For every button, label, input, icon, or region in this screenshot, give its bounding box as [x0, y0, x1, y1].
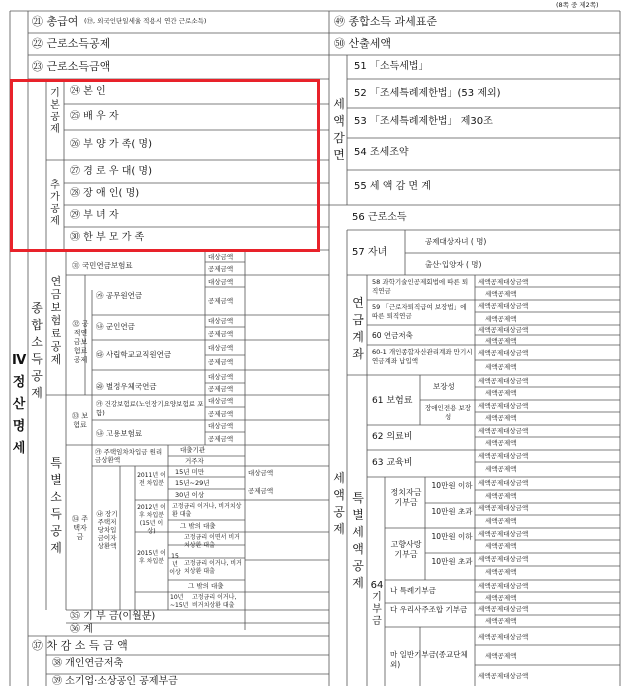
fixed-or-nonholding-2015: 고정금리 이거나, 비거치상환 대출	[184, 560, 242, 575]
deduct-amount-label: 공제금액	[208, 435, 234, 443]
deduct-amount-label: 공제금액	[248, 487, 274, 495]
term-15-29: 15년~29년	[175, 479, 210, 487]
credit-target-label: 세액공제대상금액	[478, 452, 529, 460]
credit-target-label: 세액공제대상금액	[478, 302, 529, 310]
row-49-tax-base: ㊾ 종합소득 과세표준	[334, 15, 438, 28]
row-55-tax-reduction-total: 55 세 액 감 면 계	[354, 181, 431, 192]
credit-target-label: 세액공제대상금액	[478, 326, 529, 334]
coverage-insurance: 보장성	[433, 382, 455, 391]
special-tax-credit-group: 특별세액공제	[352, 491, 364, 590]
credit-target-label: 세액공제대상금액	[478, 672, 529, 680]
term-10-15: 10년 ~15년	[170, 594, 189, 609]
row-28-disabled: ㉘ 장 애 인( 명)	[70, 188, 140, 199]
pension-post-office: ㉱ 별정우체국연금	[96, 382, 157, 391]
row-60-pension-savings: 60 연금저축	[372, 331, 413, 340]
target-amount-label: 대상금액	[208, 278, 234, 286]
political-donations: 정치자금기부금	[390, 488, 422, 507]
page-reference: (8쪽 중 제2쪽)	[556, 1, 599, 9]
composite-income-deduction-group: 종합소득공제	[31, 301, 43, 400]
credit-amount-label: 세액공제액	[485, 568, 517, 576]
row-34-housing-funds: ㉞ 주택자금	[72, 515, 88, 541]
section-title-settlement: Ⅳ 정 산 명 세	[12, 353, 27, 456]
credit-amount-label: 세액공제액	[485, 315, 517, 323]
deduct-amount-label: 공제금액	[208, 265, 234, 273]
pension-military: ㉯ 군인연금	[96, 322, 135, 331]
fixed-or-nonholding-2012: 고정금리 이거나, 비거치상환 대출	[172, 503, 242, 518]
pension-private-school: ㉰ 사립학교교직원연금	[96, 350, 172, 359]
credit-target-label: 세액공제대상금액	[478, 427, 529, 435]
credit-amount-label: 세액공제액	[485, 542, 517, 550]
pension-premium-group: 연금보험료공제	[50, 275, 62, 366]
hometown-under-100k: 10만원 이하	[431, 532, 473, 541]
deduct-amount-label: 공제금액	[208, 358, 234, 366]
credit-amount-label: 세액공제액	[485, 652, 517, 660]
target-amount-label: 대상금액	[208, 344, 234, 352]
credit-target-label: 세액공제대상금액	[478, 402, 529, 410]
row-38-personal-pension: ㊳ 개인연금저축	[52, 658, 124, 669]
row-57-children: 57 자녀	[352, 247, 388, 258]
credit-target-label: 세액공제대상금액	[478, 504, 529, 512]
credit-amount-label: 세액공제액	[485, 492, 517, 500]
deduct-amount-label: 공제금액	[208, 385, 234, 393]
target-amount-label: 대상금액	[208, 397, 234, 405]
target-amount-label: 대상금액	[208, 373, 234, 381]
row-23-earned-income-amount: ㉓ 근로소득금액	[32, 60, 111, 73]
row-60-1-isa-transfer: 60-1 개인종합자산관리계좌 만기시 연금계좌 납입액	[372, 348, 473, 365]
row-54-tax-treaty: 54 조세조약	[354, 147, 409, 158]
row-52-special-tax-act: 52 「조세특례제한법」(53 제외)	[354, 88, 501, 99]
housing-mortgage-interest: ㉯ 장기주택저당차입금이자상환액	[96, 510, 118, 550]
target-amount-label: 대상금액	[208, 422, 234, 430]
credit-target-label: 세액공제대상금액	[478, 349, 529, 357]
additional-deduction-group: 추가공제	[50, 180, 60, 227]
eligible-children: 공제대상자녀 ( 명)	[425, 237, 487, 246]
row-22-earned-income-deduction: ㉒ 근로소득공제	[32, 37, 111, 50]
target-amount-label: 대상금액	[208, 317, 234, 325]
credit-amount-label: 세액공제액	[485, 290, 517, 298]
loans-before-2011: 2011년 이전 차입분	[137, 472, 166, 487]
credit-target-label: 세액공제대상금액	[478, 605, 529, 613]
row-25-spouse: ㉕ 배 우 자	[70, 111, 119, 122]
row-33-insurance: ㉝ 보험료	[72, 412, 88, 429]
row-59-retirement-pension: 59 「근로자퇴직급여 보장법」에 따른 퇴직연금	[372, 303, 467, 320]
loans-after-2015: 2015년 이후 차입분	[137, 550, 166, 565]
esop-donations: 다 우리사주조합 기부금	[390, 605, 468, 614]
row-64-donations: 64 기부금	[370, 580, 384, 627]
other-loans-2015: 그 밖의 대출	[188, 582, 224, 590]
special-donations: 나 특례기부금	[390, 586, 436, 595]
row-37-net-income: ㊲ 차 감 소 득 금 액	[32, 639, 128, 652]
disabled-coverage-insurance: 장애인전용 보장성	[424, 404, 472, 421]
insurance-employment: ㉯ 고용보험료	[96, 429, 143, 438]
row-26-dependents: ㉖ 부 양 가 족( 명)	[70, 139, 152, 150]
basic-deduction-group: 기본공제	[50, 88, 60, 135]
loans-after-2012: 2012년 이후 차입분 (15년 이상)	[137, 504, 166, 535]
credit-amount-label: 세액공제액	[485, 439, 517, 447]
hometown-over-100k: 10만원 초과	[431, 557, 473, 566]
fixed-or-nonholding-10-15: 고정금리 이거나, 비거치상환 대출	[192, 594, 237, 609]
credit-target-label: 세액공제대상금액	[478, 633, 529, 641]
tax-reduction-group: 세액감면	[333, 97, 345, 162]
row-30-single-parent: ㉚ 한 부 모 가 족	[70, 232, 145, 243]
credit-target-label: 세액공제대상금액	[478, 479, 529, 487]
credit-amount-label: 세액공제액	[485, 337, 517, 345]
row-24-self: ㉔ 본 인	[70, 86, 106, 97]
hometown-donations: 고향사랑기부금	[390, 540, 422, 559]
row-31-national-pension: ㉛ 국민연금보험료	[72, 261, 133, 270]
credit-amount-label: 세액공제액	[485, 465, 517, 473]
credit-amount-label: 세액공제액	[485, 414, 517, 422]
political-under-100k: 10만원 이하	[431, 481, 473, 490]
birth-adoption: 출산·입양자 ( 명)	[425, 260, 482, 269]
credit-amount-label: 세액공제액	[485, 363, 517, 371]
row-53-special-tax-art30: 53 「조세특례제한법」 제30조	[354, 116, 493, 127]
row-27-elderly: ㉗ 경 로 우 대( 명)	[70, 166, 152, 177]
credit-amount-label: 세액공제액	[485, 389, 517, 397]
credit-target-label: 세액공제대상금액	[478, 278, 529, 286]
row-29-female-head: ㉙ 부 녀 자	[70, 210, 119, 221]
pension-civil-servant: ㉮ 공무원연금	[96, 291, 143, 300]
deduct-amount-label: 공제금액	[208, 297, 234, 305]
deduct-amount-label: 공제금액	[208, 330, 234, 338]
credit-amount-label: 세액공제액	[485, 617, 517, 625]
row-58-science-pension: 58 과학기술인공제회법에 따른 퇴직연금	[372, 278, 469, 295]
row-51-income-tax-act: 51 「소득세법」	[354, 61, 429, 72]
row-21-note: (⑲, 외국인단일세율 적용시 연간 근로소득)	[84, 17, 207, 25]
political-over-100k: 10만원 초과	[431, 507, 473, 516]
credit-amount-label: 세액공제액	[485, 517, 517, 525]
row-36-total: ㊱ 계	[70, 624, 93, 635]
credit-target-label: 세액공제대상금액	[478, 377, 529, 385]
row-56-earned-income: 56 근로소득	[352, 212, 407, 223]
term-15-plus: 15년 이상	[169, 553, 181, 576]
row-35-donations-carryover: ㉟ 기 부 금(이월분)	[70, 611, 156, 622]
resident-label: 거주자	[185, 457, 204, 465]
term-30-plus: 30년 이상	[175, 491, 205, 499]
row-21-gross-pay: ㉑ 총급여	[32, 15, 79, 28]
target-amount-label: 대상금액	[248, 469, 274, 477]
general-donations: 마 일반기부금(종교단체 외)	[390, 650, 468, 669]
lender-label: 대출기관	[180, 446, 206, 454]
housing-lease-loan: ㉮ 주택임차차입금 원리금상환액	[95, 448, 163, 464]
credit-target-label: 세액공제대상금액	[478, 555, 529, 563]
credit-target-label: 세액공제대상금액	[478, 582, 529, 590]
fixed-and-nonholding-2015: 고정금리 이면서 비거치상환 대출	[184, 534, 240, 549]
special-income-deduction-group: 특별소득공제	[50, 456, 62, 555]
term-under-15: 15년 미만	[175, 468, 205, 476]
target-amount-label: 대상금액	[208, 253, 234, 261]
pension-account-group: 연금계좌	[352, 296, 364, 361]
insurance-health: ㉮ 건강보험료(노인장기요양보험료 포함)	[96, 400, 204, 417]
other-loans-2012: 그 밖의 대출	[180, 522, 216, 530]
highlight-box	[10, 79, 320, 252]
row-32-public-pension-group: ㉜ 공적연금보험료공제	[72, 320, 89, 364]
row-63-education: 63 교육비	[372, 458, 413, 468]
row-62-medical: 62 의료비	[372, 432, 413, 442]
deduct-amount-label: 공제금액	[208, 410, 234, 418]
row-39-small-business-mutual-aid: ㊴ 소기업·소상공인 공제부금	[52, 676, 178, 686]
row-50-calculated-tax: ㊿ 산출세액	[334, 37, 392, 50]
row-61-insurance: 61 보험료	[372, 396, 413, 406]
credit-target-label: 세액공제대상금액	[478, 530, 529, 538]
credit-amount-label: 세액공제액	[485, 594, 517, 602]
tax-credit-group: 세액공제	[333, 471, 345, 536]
